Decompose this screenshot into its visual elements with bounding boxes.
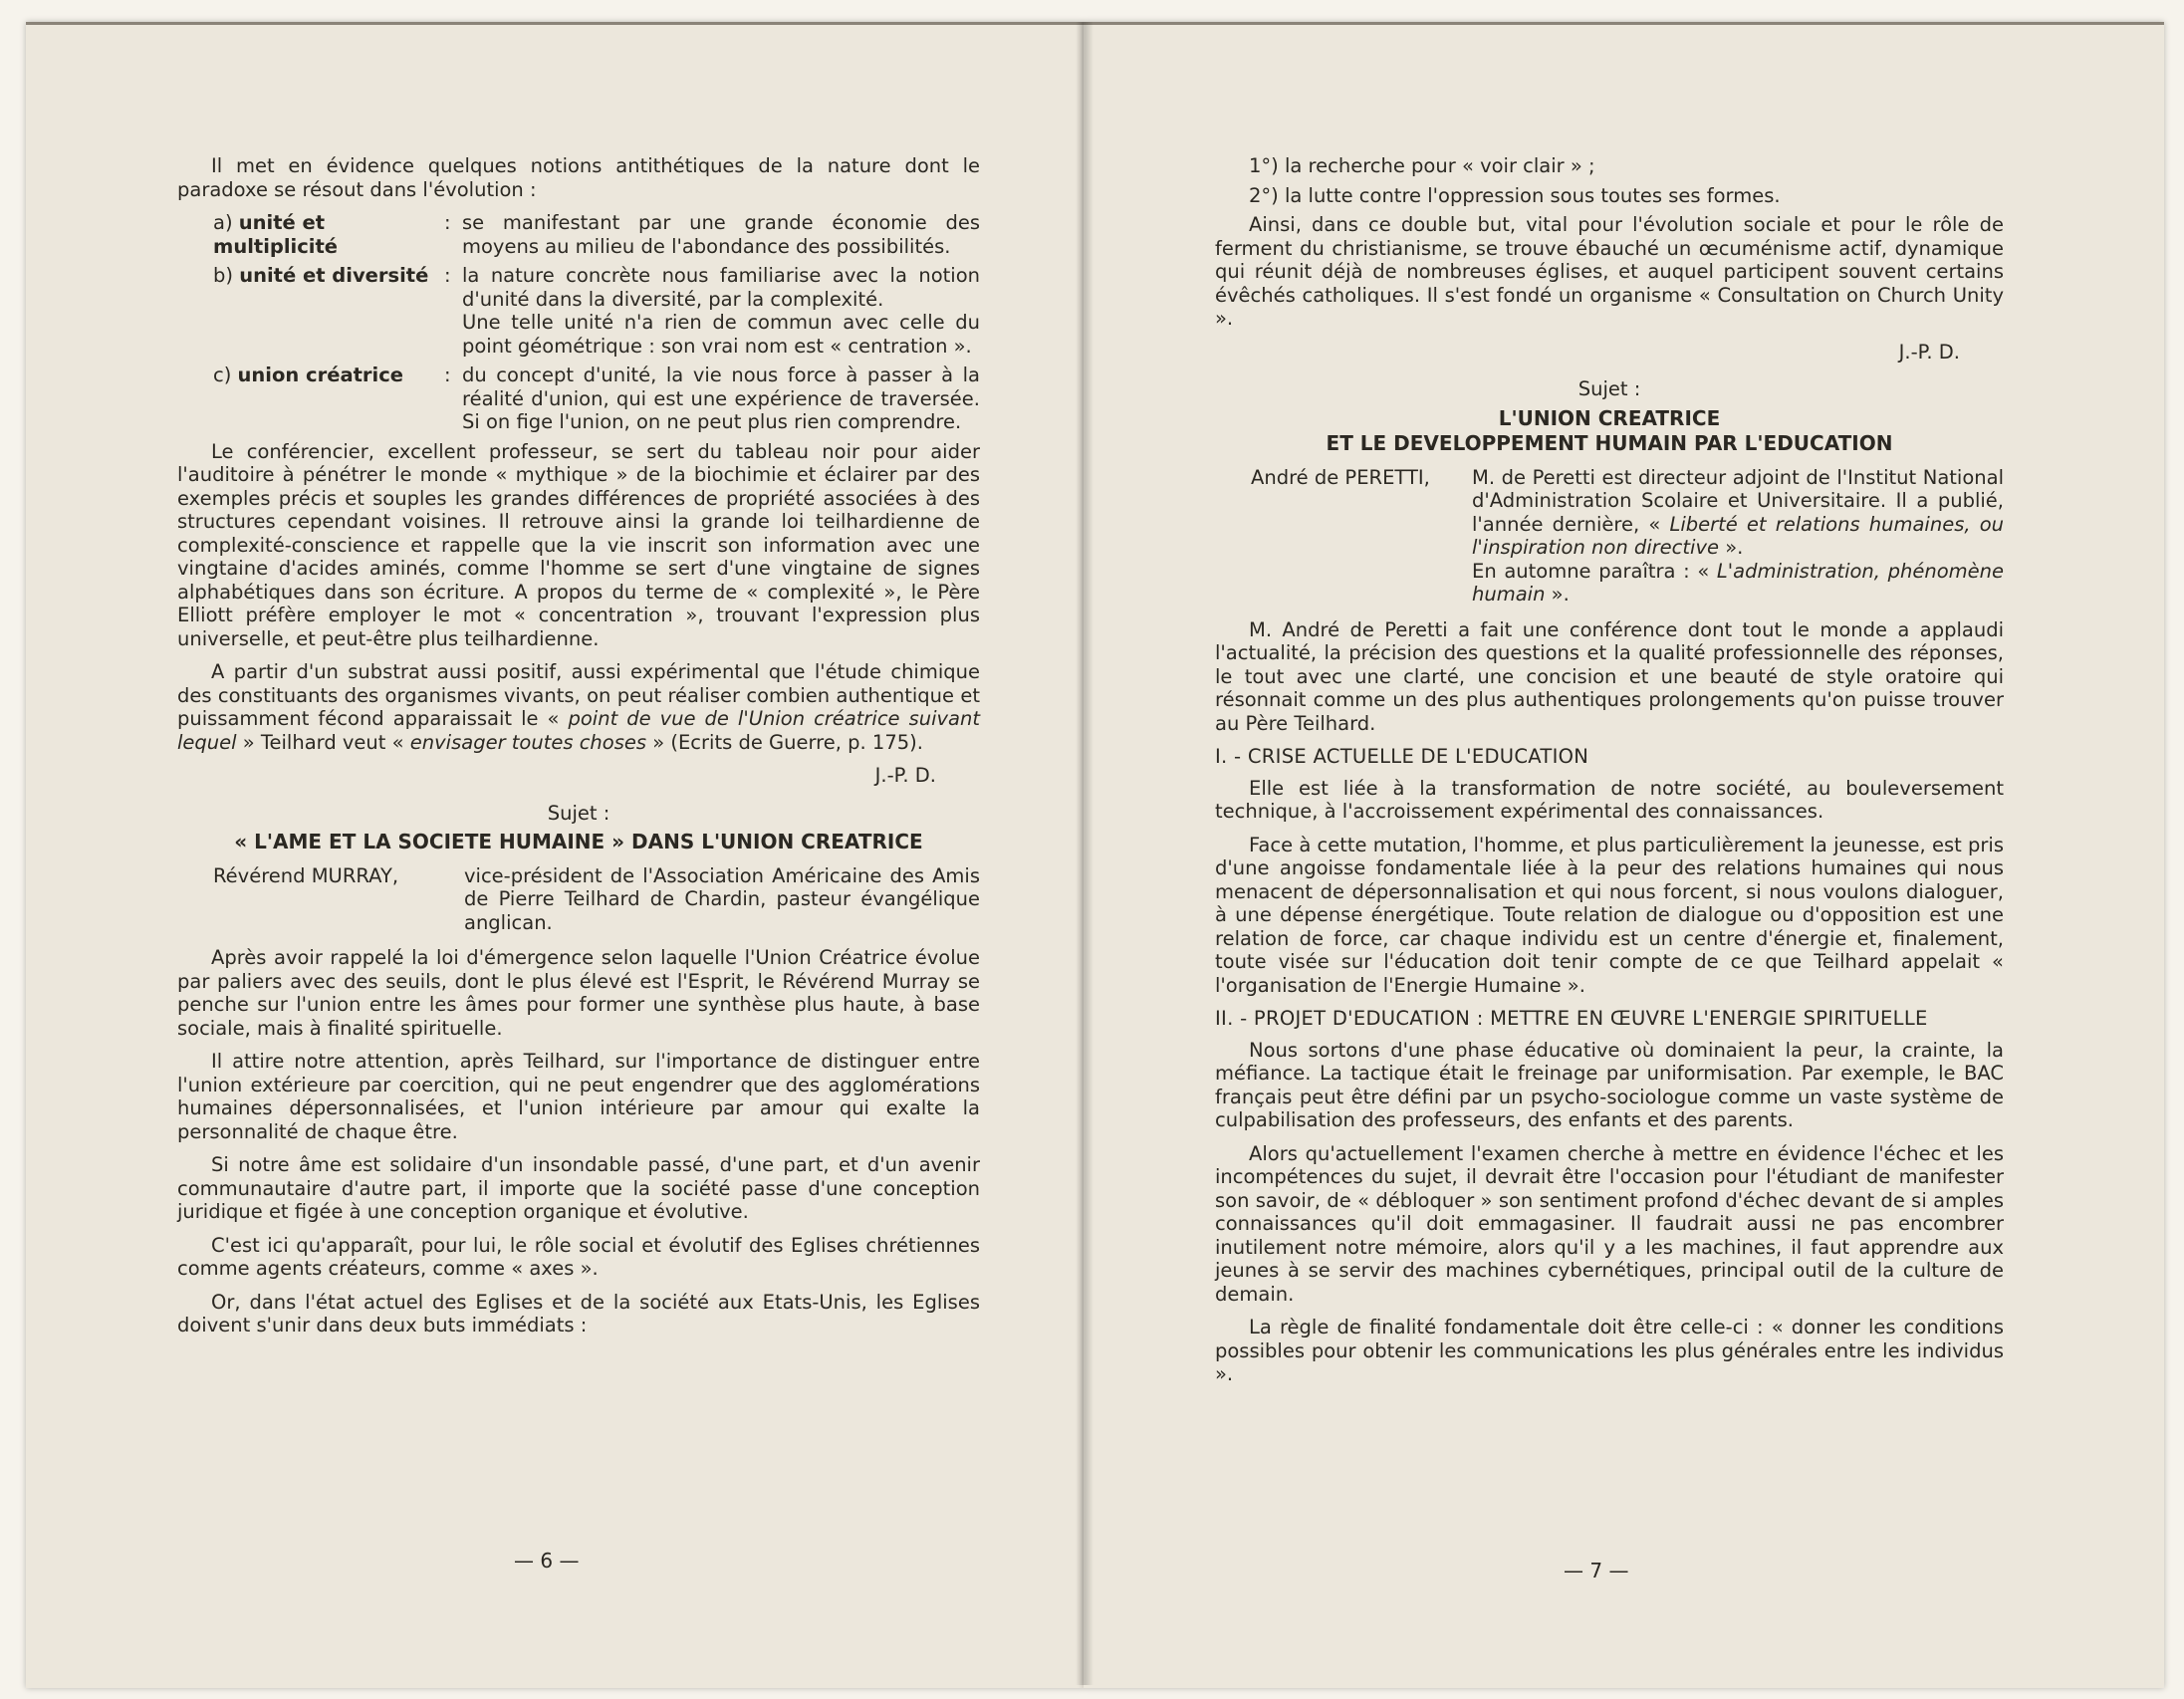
body-paragraph: Ainsi, dans ce double but, vital pour l'évolution sociale et pour le rôle de ferment du christianisme, se trouve ébauché un œcuménisme actif, dynamique qui réunit déjà de nombreuses églises, et auquel participent souvent certains évêchés catholiques. Il s'est fondé un organisme « Consultation on Church Unity ».	[1215, 213, 2004, 330]
notion-text-2: Une telle unité n'a rien de commun avec celle du point géométrique : son vrai nom est « centration ».	[462, 311, 980, 358]
body-paragraph: Alors qu'actuellement l'examen cherche à mettre en évidence l'échec et les incompétences du sujet, il devrait être l'occasion pour l'étudiant de manifester son savoir, de « débloquer » son sentiment profond d'échec devant de si amples connaissances qu'il doit emmagasiner. Il faudrait aussi ne pas encombrer inutilement notre mémoire, alors qu'il y a les machines, il faut apprendre aux jeunes à se servir des machines cybernétiques, principal outil de la culture de demain.	[1215, 1141, 2004, 1306]
section-heading-line2: ET LE DEVELOPPEMENT HUMAIN PAR L'EDUCATION	[1326, 431, 1893, 455]
body-paragraph: Le conférencier, excellent professeur, se sert du tableau noir pour aider l'auditoire à pénétrer le monde « mythique » de la biochimie et éclairer par des exemples précis et souples les grandes différences de propriété associées à des structures cependant voisines. Il retrouve ainsi la grande loi teilhardienne de complexité-conscience et rappelle que la vie inscrit son information avec une vingtaine d'acides aminés, comme l'homme se sert d'une vingtaine de signes alphabétiques dans son écriture. A propos du terme de « complexité », le Père Elliott préfère employer le mot « concentration », trouvant l'expression plus universelle, et peut-être plus teilhardienne.	[177, 439, 980, 650]
body-paragraph: Il attire notre attention, après Teilhard, sur l'importance de distinguer entre l'union extérieure par coercition, qui ne peut engendrer que des agglomérations humaines dépersonnalisées, et l'union intérieure par amour qui exalte la personnalité de chaque être.	[177, 1050, 980, 1143]
left-column	[177, 154, 980, 1347]
signature: J.-P. D.	[1898, 340, 1960, 364]
body-paragraph: La règle de finalité fondamentale doit être celle-ci : « donner les conditions possibles pour obtenir les communications les plus générales entre les individus ».	[1215, 1316, 2004, 1385]
body-paragraph: M. André de Peretti a fait une conférence dont tout le monde a applaudi l'actualité, la précision des questions et la qualité professionnelle des réponses, le tout avec une clarté, une concision et une beauté de style oratoire qui résonnait comme un des plus authentiques prolongements qu'on puisse trouver au Père Teilhard.	[1215, 617, 2004, 735]
body-paragraph: Si notre âme est solidaire d'un insondable passé, d'une part, et d'un avenir communautaire d'autre part, il importe que la société passe d'une conception juridique et figée à une conception organique et évolutive.	[177, 1153, 980, 1223]
notion-item: b) unité et diversité : la nature concrète nous familiarise avec la notion d'unité dans la diversité, par la complexité. Une telle unité n'a rien de commun avec celle du point géométrique : son vrai nom est « centration ».	[213, 264, 980, 358]
page-number: — 6 —	[514, 1549, 580, 1573]
speaker-bio: vice-président de l'Association Américaine des Amis de Pierre Teilhard de Chardin, pasteur évangélique anglican.	[464, 863, 980, 934]
body-paragraph: A partir d'un substrat aussi positif, aussi expérimental que l'étude chimique des constituants des organismes vivants, on peut réaliser combien authentique et puissamment fécond apparaissait le « point de vue de l'Union créatrice suivant lequel » Teilhard veut « envisager toutes choses » (Ecrits de Guerre, p. 175).	[177, 660, 981, 754]
speaker-name: André de PERETTI,	[1251, 465, 1430, 489]
subject-label: Sujet :	[1577, 377, 1641, 400]
speaker-name: Révérend MURRAY,	[213, 863, 399, 887]
section-title: I. - CRISE ACTUELLE DE L'EDUCATION	[1215, 745, 1589, 768]
notion-term: unité et multiplicité	[213, 211, 339, 258]
notion-term: union créatrice	[237, 364, 404, 386]
section-title: II. - PROJET D'EDUCATION : METTRE EN ŒUVRE L'ENERGIE SPIRITUELLE	[1215, 1007, 1928, 1030]
goal-item: 2°) la lutte contre l'oppression sous toutes ses formes.	[1249, 183, 1781, 207]
notion-text: se manifestant par une grande économie des moyens au milieu de l'abondance des possibilités.	[462, 211, 980, 258]
notion-text: du concept d'unité, la vie nous force à passer à la réalité d'union, qui est une expérience de traversée. Si on fige l'union, on ne peut plus rien comprendre.	[462, 364, 980, 433]
speaker-block	[177, 864, 980, 935]
body-paragraph: Nous sortons d'une phase éducative où dominaient la peur, la crainte, la méfiance. La tactique était le freinage par uniformisation. Par exemple, le BAC français peut être défini par un psycho-sociologue comme un vaste système de culpabilisation des professeurs, des enfants et des parents.	[1215, 1038, 2004, 1131]
body-paragraph: Elle est liée à la transformation de notre société, au bouleversement technique, à l'accroissement expérimental des connaissances.	[1215, 776, 2004, 823]
speaker-block	[1215, 466, 2004, 607]
notion-item: a) unité et multiplicité : se manifestant par une grande économie des moyens au milieu de l'abondance des possibilités.	[213, 211, 980, 258]
signature: J.-P. D.	[874, 764, 936, 787]
body-paragraph: Face à cette mutation, l'homme, et plus particulièrement la jeunesse, est pris d'une angoisse fondamentale liée à la peur des relations humaines qui nous menacent de dépersonnalisation et qui nous forcent, si nous voulons dialoguer, à une dépense énergétique. Toute relation de dialogue ou d'opposition est une relation de force, car chaque individu est un centre d'énergie et, finalement, toute visée sur l'éducation doit tenir compte de ce que Teilhard appelait « l'organisation de l'Energie Humaine ».	[1215, 833, 2004, 997]
speaker-bio: M. de Peretti est directeur adjoint de l'Institut National d'Administration Scolaire et Universitaire. Il a publié, l'année dernière, « Liberté et relations humaines, ou l'inspiration non directive ». En automne paraîtra : « L'administration, phénomène humain ».	[1472, 465, 2005, 606]
section-heading: « L'AME ET LA SOCIETE HUMAINE » DANS L'UNION CREATRICE	[234, 830, 923, 853]
goal-item: 1°) la recherche pour « voir clair » ;	[1249, 154, 1595, 177]
right-page	[1084, 22, 2164, 1688]
left-page	[26, 22, 1084, 1688]
body-paragraph: Après avoir rappelé la loi d'émergence selon laquelle l'Union Créatrice évolue par paliers avec des seuils, dont le plus élevé est l'Esprit, le Révérend Murray se penche sur l'union entre les âmes pour former une synthèse plus haute, à base sociale, mais à finalité spirituelle.	[177, 946, 980, 1040]
book-gutter	[1076, 22, 1093, 1685]
right-column	[1215, 154, 2004, 1396]
intro-paragraph: Il met en évidence quelques notions antithétiques de la nature dont le paradoxe se résout dans l'évolution :	[177, 154, 980, 201]
section-heading: L'UNION CREATRICE	[1498, 405, 1721, 430]
body-paragraph: Or, dans l'état actuel des Eglises et de la société aux Etats-Unis, les Eglises doivent s'unir dans deux buts immédiats :	[177, 1290, 980, 1336]
notion-term: unité et diversité	[239, 264, 429, 287]
page-number: — 7 —	[1564, 1559, 1629, 1582]
notion-text: la nature concrète nous familiarise avec la notion d'unité dans la diversité, par la complexité.	[462, 264, 980, 311]
body-paragraph: C'est ici qu'apparaît, pour lui, le rôle social et évolutif des Eglises chrétiennes comme agents créateurs, comme « axes ».	[177, 1233, 980, 1280]
notion-item: c) union créatrice : du concept d'unité, la vie nous force à passer à la réalité d'union, qui est une expérience de traversée. Si on fige l'union, on ne peut plus rien comprendre.	[213, 364, 980, 433]
subject-label: Sujet :	[547, 801, 610, 825]
